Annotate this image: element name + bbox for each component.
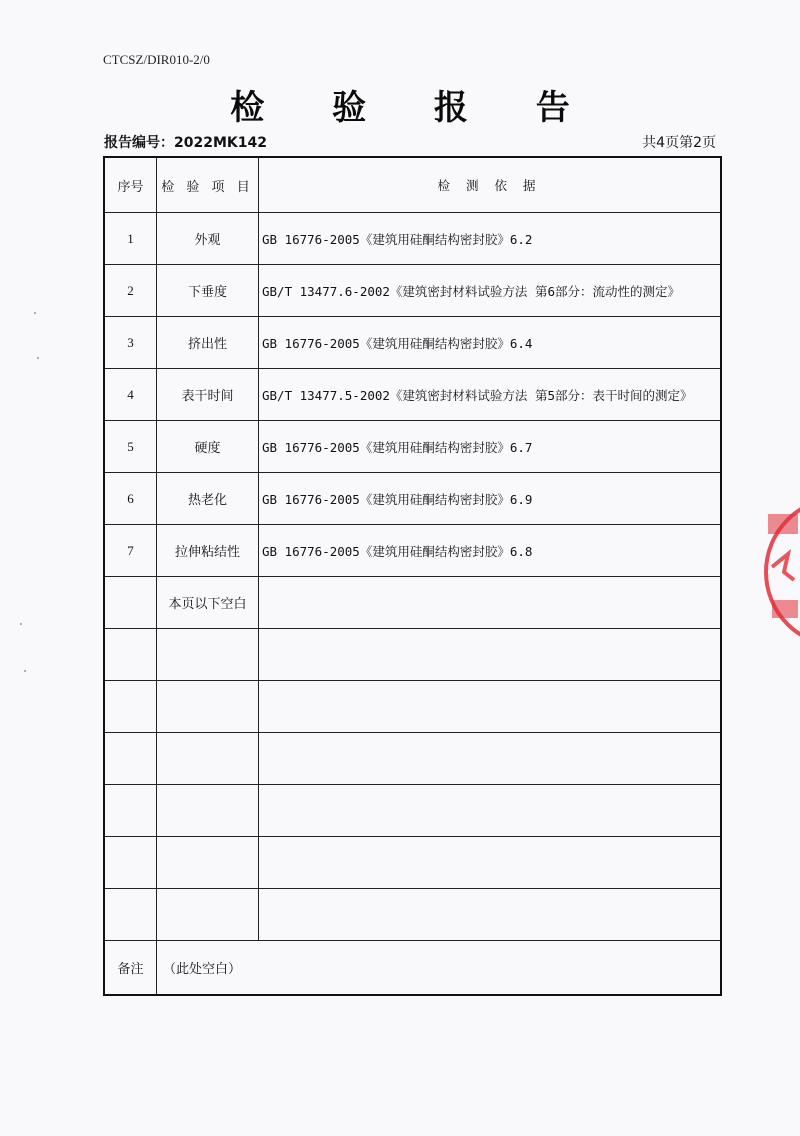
- row-basis: GB 16776-2005《建筑用硅酮结构密封胶》6.9: [259, 473, 722, 525]
- row-item: 下垂度: [157, 265, 259, 317]
- row-basis: GB/T 13477.6-2002《建筑密封材料试验方法 第6部分：流动性的测定》: [259, 265, 722, 317]
- row-seq: 6: [104, 473, 157, 525]
- table-row: [104, 837, 721, 889]
- row-item: 表干时间: [157, 369, 259, 421]
- note-label: 备注: [104, 941, 157, 996]
- row-seq: [104, 785, 157, 837]
- scan-speck: [37, 357, 39, 359]
- row-item: [157, 837, 259, 889]
- scan-speck: [24, 670, 26, 672]
- row-seq: 2: [104, 265, 157, 317]
- row-item: 本页以下空白: [157, 577, 259, 629]
- row-seq: [104, 577, 157, 629]
- table-row: [104, 213, 721, 265]
- table-row: [104, 629, 721, 681]
- row-basis: [259, 733, 722, 785]
- row-seq: [104, 889, 157, 941]
- table-row: [104, 317, 721, 369]
- table-row: [104, 577, 721, 629]
- table-row: [104, 525, 721, 577]
- scan-speck: [20, 623, 22, 625]
- table-row: [104, 473, 721, 525]
- page-count: 共4页第2页: [642, 135, 716, 151]
- row-basis: GB 16776-2005《建筑用硅酮结构密封胶》6.2: [259, 213, 722, 265]
- table-row: [104, 265, 721, 317]
- row-basis: GB 16776-2005《建筑用硅酮结构密封胶》6.7: [259, 421, 722, 473]
- row-seq: [104, 733, 157, 785]
- row-basis: [259, 785, 722, 837]
- row-basis: GB/T 13477.5-2002《建筑密封材料试验方法 第5部分：表干时间的测定》: [259, 369, 722, 421]
- row-seq: 3: [104, 317, 157, 369]
- row-item: [157, 733, 259, 785]
- inspection-table: [103, 156, 722, 996]
- row-seq: [104, 681, 157, 733]
- document-code: CTCSZ/DIR010-2/0: [103, 52, 210, 67]
- row-basis: [259, 681, 722, 733]
- table-row: [104, 369, 721, 421]
- row-basis: [259, 577, 722, 629]
- header-item: 检 验 项 目: [157, 157, 259, 213]
- row-seq: [104, 629, 157, 681]
- row-item: [157, 629, 259, 681]
- page-title: 检 验 报 告: [230, 88, 598, 128]
- note-row: [104, 941, 721, 996]
- report-number: 报告编号：2022MK142: [104, 135, 267, 151]
- row-seq: 1: [104, 213, 157, 265]
- table-row: [104, 681, 721, 733]
- row-item: 拉伸粘结性: [157, 525, 259, 577]
- row-basis: GB 16776-2005《建筑用硅酮结构密封胶》6.8: [259, 525, 722, 577]
- row-seq: 7: [104, 525, 157, 577]
- row-item: [157, 681, 259, 733]
- row-item: 挤出性: [157, 317, 259, 369]
- table-row: [104, 733, 721, 785]
- row-basis: [259, 629, 722, 681]
- row-basis: GB 16776-2005《建筑用硅酮结构密封胶》6.4: [259, 317, 722, 369]
- row-seq: [104, 837, 157, 889]
- row-item: [157, 889, 259, 941]
- row-basis: [259, 889, 722, 941]
- row-item: 硬度: [157, 421, 259, 473]
- row-item: 外观: [157, 213, 259, 265]
- table-row: [104, 421, 721, 473]
- table-row: [104, 889, 721, 941]
- row-item: 热老化: [157, 473, 259, 525]
- table-header-row: [104, 157, 721, 213]
- row-seq: 5: [104, 421, 157, 473]
- row-item: [157, 785, 259, 837]
- table-row: [104, 785, 721, 837]
- row-basis: [259, 837, 722, 889]
- row-seq: 4: [104, 369, 157, 421]
- header-basis: 检 测 依 据: [259, 157, 722, 213]
- scan-speck: [34, 312, 36, 314]
- note-value: （此处空白）: [157, 941, 722, 996]
- seal-stamp-icon: [760, 492, 800, 652]
- header-seq: 序号: [104, 157, 157, 213]
